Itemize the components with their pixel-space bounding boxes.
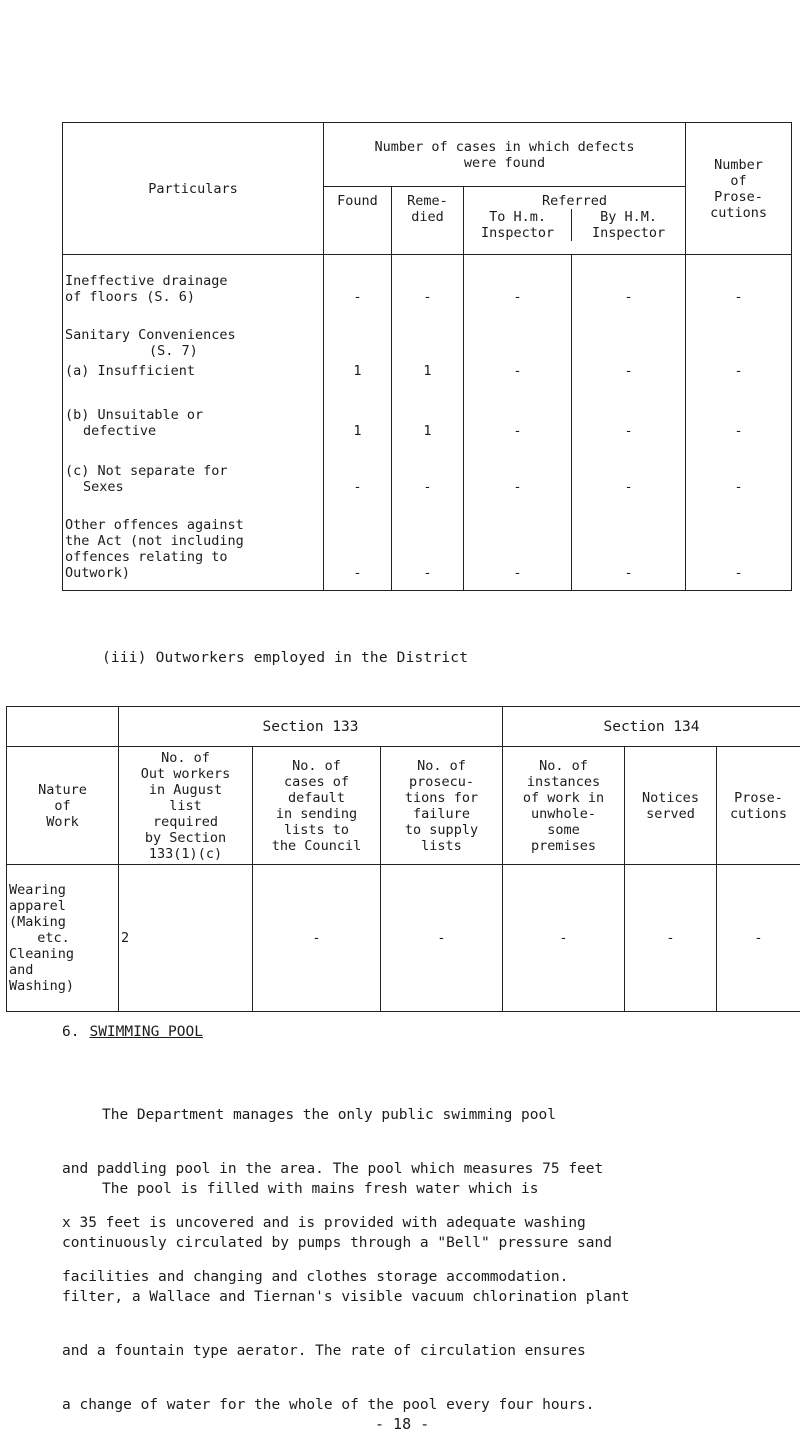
to-hm-cell: - [464, 505, 572, 591]
table-row [7, 865, 800, 1012]
outworkers-count-cell: 2 [119, 865, 253, 1012]
prosecutions-failure-header: No. of prosecu- tions for failure to supply lists [381, 747, 503, 865]
table-row [63, 505, 792, 591]
row-label: (a) Insufficient [63, 359, 324, 395]
found-header: Found [324, 187, 392, 255]
to-hm-cell: - [464, 395, 572, 449]
by-hm-cell: - [572, 255, 686, 315]
row-label: (c) Not separate for Sexes [63, 449, 324, 505]
paragraph-pool-water: The pool is filled with mains fresh water which is continuously circulated by pumps through a "Bell" pressure sand filter, a Wallace and Tiernan's visible vacuum chlorination plant and a fountain type aerator. The rate of circulation ensures a change of water for the whole of the pool every four hours. [62, 1181, 630, 1413]
row-label: Sanitary Conveniences (S. 7) [63, 315, 324, 359]
table-row [63, 315, 792, 359]
table-row [63, 359, 792, 395]
to-hm-cell: - [464, 449, 572, 505]
by-hm-inspector-header: By H.M. Inspector [571, 209, 685, 241]
nature-of-work-header: Nature of Work [7, 747, 119, 865]
remedied-cell [392, 315, 464, 359]
remedied-cell: - [392, 505, 464, 591]
section-133-header: Section 133 [119, 707, 503, 747]
to-hm-cell [464, 315, 572, 359]
notices-served-header: Notices served [625, 747, 717, 865]
remedied-cell: 1 [392, 395, 464, 449]
paragraph-pool-description: The Department manages the only public swimming pool and paddling pool in the area. The pool which measures 75 feet x 35 feet is uncovered and is provided with adequate washing facilities and changing and clothes storage accommodation. [62, 1107, 604, 1285]
referred-label: Referred [542, 193, 608, 209]
page-number: - 18 - [375, 1415, 430, 1433]
section-title: SWIMMING POOL [89, 1024, 203, 1040]
found-cell: - [324, 255, 392, 315]
unwholesome-premises-cell: - [503, 865, 625, 1012]
notices-served-cell: - [625, 865, 717, 1012]
unwholesome-premises-header: No. of instances of work in unwhole- some premises [503, 747, 625, 865]
found-cell: 1 [324, 395, 392, 449]
table-row [63, 395, 792, 449]
to-hm-cell: - [464, 359, 572, 395]
found-cell [324, 315, 392, 359]
table-row [63, 449, 792, 505]
by-hm-cell: - [572, 505, 686, 591]
particulars-header: Particulars [63, 123, 324, 255]
section-heading [62, 1024, 203, 1040]
default-cases-header: No. of cases of default in sending lists to the Council [253, 747, 381, 865]
remedied-header: Reme- died [392, 187, 464, 255]
section-number: 6. [62, 1024, 80, 1040]
blank-corner [7, 707, 119, 747]
remedied-cell: 1 [392, 359, 464, 395]
by-hm-cell: - [572, 449, 686, 505]
prosecutions-cell: - [686, 255, 792, 315]
by-hm-cell: - [572, 359, 686, 395]
row-label: Other offences against the Act (not including offences relating to Outwork) [63, 505, 324, 591]
remedied-cell: - [392, 449, 464, 505]
remedied-cell: - [392, 255, 464, 315]
found-cell: - [324, 505, 392, 591]
by-hm-cell [572, 315, 686, 359]
row-label: Ineffective drainage of floors (S. 6) [63, 255, 324, 315]
prosecutions-header: Prose- cutions [717, 747, 800, 865]
defects-table [62, 122, 792, 591]
default-cases-cell: - [253, 865, 381, 1012]
outworkers-table [6, 706, 800, 1012]
prosecutions-cell: - [686, 505, 792, 591]
cases-group-header: Number of cases in which defects were found [324, 123, 686, 187]
prosecutions-failure-cell: - [381, 865, 503, 1012]
outworkers-caption: (iii) Outworkers employed in the District [102, 650, 469, 666]
prosecutions-cell: - [717, 865, 800, 1012]
to-hm-cell: - [464, 255, 572, 315]
prosecutions-cell: - [686, 359, 792, 395]
prosecutions-cell: - [686, 449, 792, 505]
to-hm-inspector-header: To H.m. Inspector [480, 209, 555, 241]
prosecutions-cell [686, 315, 792, 359]
nature-of-work-cell: Wearing apparel (Making etc. Cleaning and Washing) [7, 865, 119, 1012]
prosecutions-cell: - [686, 395, 792, 449]
table-row [63, 255, 792, 315]
found-cell: 1 [324, 359, 392, 395]
prosecutions-header: Number of Prose- cutions [686, 123, 792, 255]
referred-header [464, 187, 686, 255]
section-134-header: Section 134 [503, 707, 800, 747]
outworkers-count-header: No. of Out workers in August list required by Section 133(1)(c) [119, 747, 253, 865]
row-label: (b) Unsuitable or defective [63, 395, 324, 449]
by-hm-cell: - [572, 395, 686, 449]
found-cell: - [324, 449, 392, 505]
